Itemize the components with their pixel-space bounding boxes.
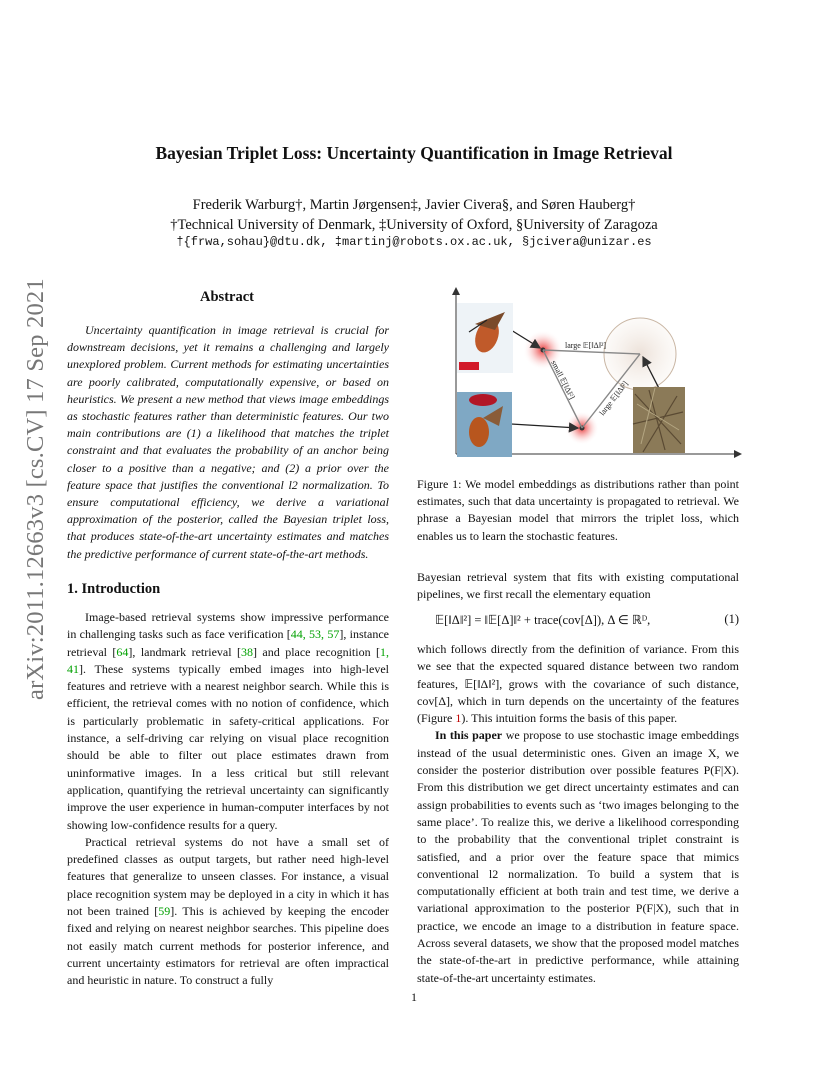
arxiv-identifier: arXiv:2011.12663v3 [cs.CV] 17 Sep 2021 xyxy=(22,278,49,700)
label-large-expectation-top: large 𝔼[‖Δ‖²] xyxy=(565,341,607,350)
abstract-text: Uncertainty quantification in image retrieval is crucial for downstream decisions, yet it remains a challenging and largely unexplored problem. Current methods for estimating uncertainties are poorly calibrated, computationally expensive, or based on heuristics. We present a new method that views image embeddings as stochastic features rather than deterministic features. Our two main contributions are (1) a likelihood that matches the triplet constraint and that evaluates the probability of an anchor being closer to a positive than a negative; and (2) a prior over the feature space that justifies the conventional l2 normalization. To ensure computational efficiency, we derive a variational approximation of the posterior, called the Bayesian triplet loss, that produces state-of-the-art uncertainty estimates and matches the predictive performance of current state-of-the-art methods. xyxy=(67,323,389,561)
label-small-expectation: small 𝔼[‖Δ‖²] xyxy=(549,358,577,401)
figure-1-caption: Figure 1: We model embeddings as distributions rather than point estimates, such that data uncertainty is propagated to retrieval. We phrase a Bayesian model that mirrors the triplet loss, which enables us to learn the stochastic features. xyxy=(417,477,739,543)
right-column-intro-continuation xyxy=(417,569,739,604)
equation-1 xyxy=(417,612,739,628)
text-run: Bayesian retrieval system that fits with existing computational pipelines, we first recall the elementary equation xyxy=(417,570,739,602)
emails-line: †{frwa,sohau}@dtu.dk, ‡martinj@robots.ox.ac.uk, §jcivera@unizar.es xyxy=(176,235,652,249)
citation-link[interactable]: 38 xyxy=(241,644,253,659)
section-heading-introduction: 1. Introduction xyxy=(67,581,161,597)
introduction-left-column xyxy=(67,609,389,990)
right-paragraph-2 xyxy=(417,727,739,986)
text-run: ). This intuition forms the basis of this paper. xyxy=(461,711,678,726)
citation-link[interactable]: 44, 53, 57 xyxy=(290,627,340,642)
bold-lead: In this paper xyxy=(435,728,503,743)
text-run: Practical retrieval systems do not have a small set of predefined classes as output targets, but rather need high-level features that generalize to unseen classes. For instance, a visual place recognition system may be deployed in a city in which it has not been trained [ xyxy=(67,834,389,919)
equation-body: 𝔼[‖Δ‖²] = ‖𝔼[Δ]‖² + trace(cov[Δ]), Δ ∈ ℝᴰ, xyxy=(435,613,651,627)
intro-paragraph-2 xyxy=(67,834,389,990)
text-run: Image-based retrieval systems show impressive performance in challenging tasks such as face verification [ xyxy=(67,610,389,642)
citation-link[interactable]: 1, 41 xyxy=(67,644,390,676)
text-run: which follows directly from the definition of variance. From this we see that the expected squared distance between two random features, 𝔼[‖Δ‖²], grows with the covariance of such distance, cov[Δ], which in turn depends on the uncertainty of the features (Figure xyxy=(417,642,739,726)
text-run: we propose to use stochastic image embeddings instead of the usual deterministic ones. Given an image X, we consider the posterior distribution over possible features P(F|X). From this distribution we get direct uncertainty estimates and can assign probabilities to events such as ‘two images belonging to the same place’. To realize this, we derive a likelihood corresponding to the probability that the conventional triplet constraint is satisfied, and a prior over the feature space that mimics conventional l2 normalization. To build a system that is computationally efficient at both train and test time, we derive a variational approximation to the posterior P(F|X), such that in practice, we encode an image to a distribution in feature space. Across several datasets, we show that the proposed model matches the state-of-the-art in predictive performance, while attaining state-of-the-art uncertainty estimates. xyxy=(417,728,739,985)
paper-title: Bayesian Triplet Loss: Uncertainty Quantification in Image Retrieval xyxy=(155,143,673,163)
figure-1 xyxy=(445,284,745,459)
authors-line: Frederik Warburg†, Martin Jørgensen‡, Javier Civera§, and Søren Hauberg† xyxy=(192,197,636,213)
text-run: ], instance retrieval [ xyxy=(67,627,389,659)
label-large-expectation-right: large 𝔼[‖Δ‖²] xyxy=(597,379,630,418)
citation-link[interactable]: 59 xyxy=(158,904,171,919)
text-run: ]. These systems typically embed images into high-level features and retrieve with a nearest neighbor search. While this is efficient, the retrieval comes with no notion of confidence, which is particularly problematic in safety-critical applications. For instance, a self-driving car relying on visual place recognition should be able to filter out place estimates drawn from uninformative images. In a less critical but still relevant application, quantifying the retrieval uncertainty can significantly improve the user experience in human-computer interfaces by not showing low-confidence results for a query. xyxy=(67,661,389,832)
text-run: ] and place recognition [ xyxy=(253,644,381,659)
citation-link[interactable]: 64 xyxy=(116,644,129,659)
intro-paragraph-1 xyxy=(67,609,389,834)
hummingbird-image-top xyxy=(457,303,513,373)
text-run: ], landmark retrieval [ xyxy=(128,644,241,659)
affiliations-line: †Technical University of Denmark, ‡University of Oxford, §University of Zaragoza xyxy=(170,217,658,233)
hummingbird-image-bottom xyxy=(457,392,512,457)
forest-image xyxy=(633,387,685,453)
author-block xyxy=(0,195,828,235)
right-column-body xyxy=(417,641,739,987)
figure-reference-link[interactable]: 1 xyxy=(455,711,462,726)
edge-anchor-positive xyxy=(543,350,582,428)
abstract-heading: Abstract xyxy=(200,289,254,305)
text-run: ]. This is achieved by keeping the encoder fixed and relying on nearest neighbor searches. This pipeline does not easily match current methods for posterior inference, and current uncertainty estimators for retrieval are often impractical and heuristic in nature. To construct a fully xyxy=(67,904,389,988)
right-paragraph-1 xyxy=(417,641,739,727)
page-number: 1 xyxy=(411,990,417,1004)
equation-number: (1) xyxy=(724,612,739,626)
